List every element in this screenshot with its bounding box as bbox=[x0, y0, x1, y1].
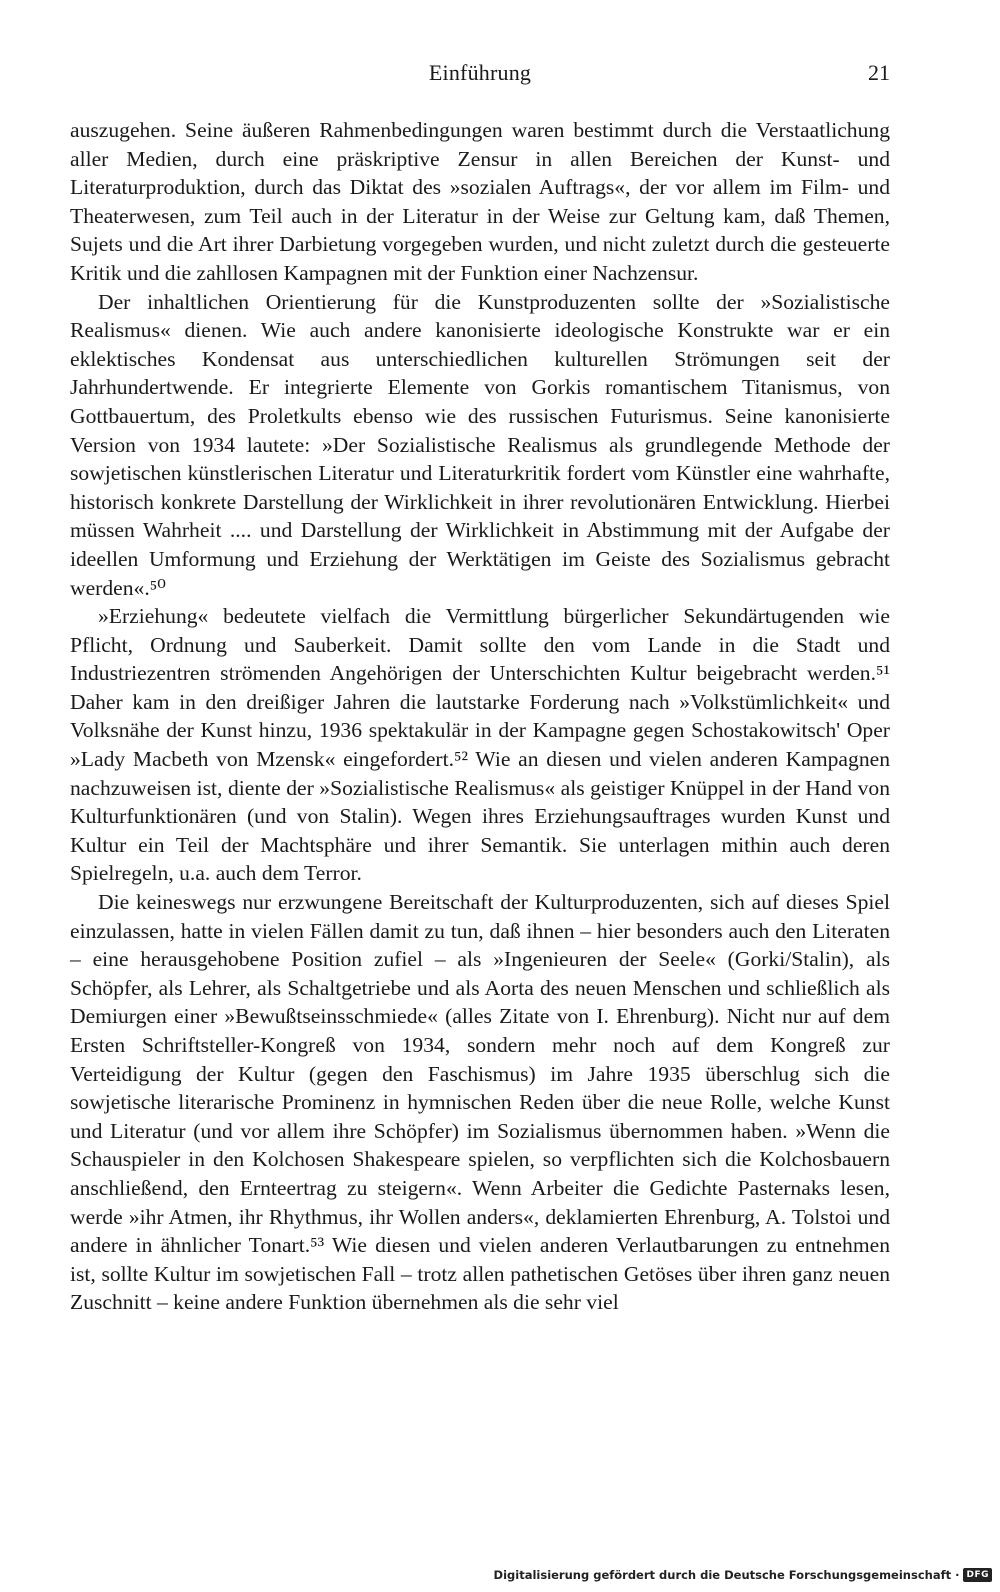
page-header bbox=[70, 60, 890, 90]
page-number: 21 bbox=[868, 60, 890, 85]
dfg-logo-icon: DFG bbox=[963, 1568, 992, 1582]
paragraph-4: Die keineswegs nur erzwungene Bereitschaft der Kulturproduzenten, sich auf dieses Spiel einzulassen, hatte in vielen Fällen damit zu tun, daß ihnen – hier besonders auch den Literaten – eine herausgehobene Position zufiel – als »Ingenieuren der Seele« (Gorki/Stalin), als Schöpfer, als Lehrer, als Schaltgetriebe und als Aorta des neuen Menschen und schließlich als Demiurgen einer »Bewußtseinsschmiede« (alles Zitate von I. Ehrenburg). Nicht nur auf dem Ersten Schriftsteller-Kongreß von 1934, sondern mehr noch auf dem Kongreß zur Verteidigung der Kultur (gegen den Faschismus) im Jahre 1935 überschlug sich die sowjetische literarische Prominenz in hymnischen Reden über die neue Rolle, welche Kunst und Literatur (und vor allem ihre Schöpfer) im Sozialismus übernommen haben. »Wenn die Schauspieler in den Kolchosen Shakespeare spielen, so verpflichten sich die Kolchosbauern anschließend, den Ernteertrag zu steigern«. Wenn Arbeiter die Gedichte Pasternaks lesen, werde »ihr Atmen, ihr Rhythmus, ihr Wollen anders«, deklamierten Ehrenburg, A. Tolstoi und andere in ähnlicher Tonart.⁵³ Wie diesen und vielen anderen Verlautbarungen zu entnehmen ist, sollte Kultur im sowjetischen Fall – trotz allen pathetischen Getöses über ihren ganz neuen Zuschnitt – keine andere Funktion übernehmen als die sehr viel bbox=[70, 890, 890, 1315]
digitization-note: Digitalisierung gefördert durch die Deutsche Forschungsgemeinschaft · bbox=[493, 1568, 960, 1582]
paragraph-2: Der inhaltlichen Orientierung für die Kunstproduzenten sollte der »Sozialistische Realismus« dienen. Wie auch andere kanonisierte ideologische Konstrukte war er ein eklektisches Kondensat aus unterschiedlichen kulturellen Strömungen seit der Jahrhundertwende. Er integrierte Elemente von Gorkis romantischem Titanismus, von Gottbauertum, des Proletkults ebenso wie des russischen Futurismus. Seine kanonisierte Version von 1934 lautete: »Der Sozialistische Realismus als grundlegende Methode der sowjetischen künstlerischen Literatur und Literaturkritik fordert vom Künstler eine wahrhafte, historisch konkrete Darstellung der Wirklichkeit in ihrer revolutionären Entwicklung. Hierbei müssen Wahrheit .... und Darstellung der Wirklichkeit in Abstimmung mit der Aufgabe der ideellen Umformung und Erziehung der Werktätigen im Geiste des Sozialismus gebracht werden«.⁵⁰ bbox=[70, 289, 890, 600]
digitization-footer bbox=[494, 1568, 992, 1582]
paragraph-3: »Erziehung« bedeutete vielfach die Vermittlung bürgerlicher Sekundärtugenden wie Pflicht, Ordnung und Sauberkeit. Damit sollte den vom Lande in die Stadt und Industriezentren strömenden Angehörigen der Unterschichten Kultur beigebracht werden.⁵¹ Daher kam in den dreißiger Jahren die lautstarke Forderung nach »Volkstümlichkeit« und Volksnähe der Kunst hinzu, 1936 spektakulär in der Kampagne gegen Schostakowitsch' Oper »Lady Macbeth von Mzensk« eingefordert.⁵² Wie an diesen und vielen anderen Kampagnen nachzuweisen ist, diente der »Sozialistische Realismus« als geistiger Knüppel in der Hand von Kulturfunktionären (und von Stalin). Wegen ihres Erziehungsauftrages wurden Kunst und Kultur ein Teil der Machtsphäre und ihrer Semantik. Sie unterlagen mithin auch deren Spielregeln, u.a. auch dem Terror. bbox=[70, 604, 890, 886]
running-head: Einführung bbox=[428, 60, 532, 85]
body-text bbox=[70, 116, 890, 1317]
paragraph-1: auszugehen. Seine äußeren Rahmenbedingungen waren bestimmt durch die Verstaatlichung aller Medien, durch eine präskriptive Zensur in allen Bereichen der Kunst- und Literaturproduktion, durch das Diktat des »sozialen Auftrags«, der vor allem im Film- und Theaterwesen, zum Teil auch in der Literatur in der Weise zur Geltung kam, daß Themen, Sujets und die Art ihrer Darbietung vorgegeben wurden, und nicht zuletzt durch die gesteuerte Kritik und die zahllosen Kampagnen mit der Funktion einer Nachzensur. bbox=[70, 118, 890, 285]
